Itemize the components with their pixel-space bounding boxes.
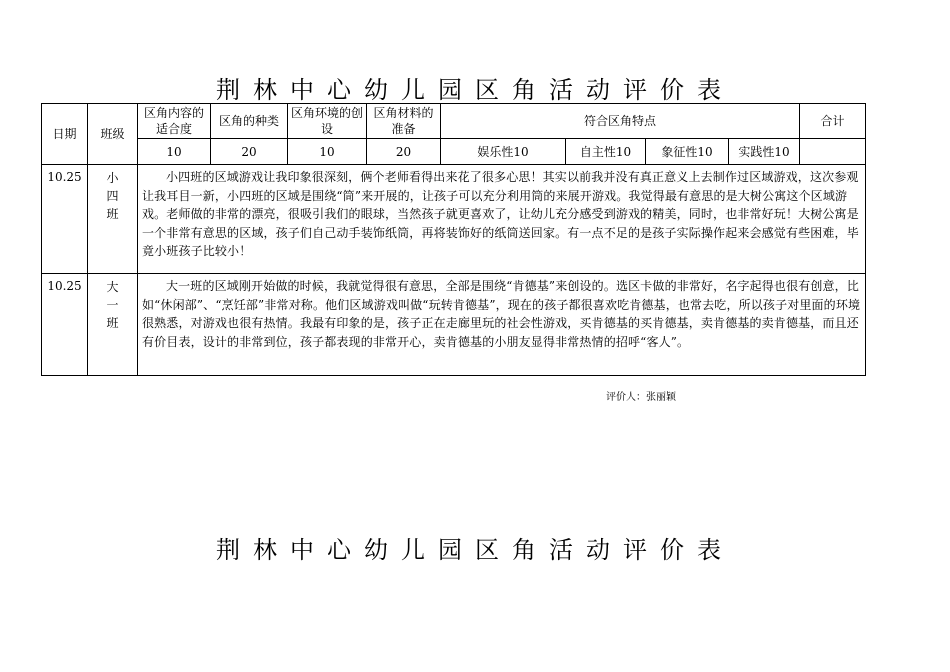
table-row [42, 165, 866, 274]
row-date: 10.25 [42, 165, 88, 274]
header-date: 日期 [42, 104, 88, 165]
page-title: 荆林中心幼儿园区角活动评价表 [216, 76, 734, 104]
row-class-char: 班 [106, 207, 119, 221]
score-symbolic: 象征性10 [646, 139, 729, 165]
score-fun: 娱乐性10 [441, 139, 566, 165]
score-total [800, 139, 866, 165]
header-environment: 区角环境的创设 [288, 104, 367, 139]
row-class-char: 大 [106, 280, 119, 294]
score-autonomy: 自主性10 [566, 139, 646, 165]
header-features: 符合区角特点 [441, 104, 800, 139]
header-row [42, 104, 866, 139]
header-type: 区角的种类 [211, 104, 288, 139]
row-comment: 小四班的区域游戏让我印象很深刻，俩个老师看得出来花了很多心思！其实以前我并没有真正意义上去制作过区域游戏，这次参观让我耳目一新，小四班的区域是围绕“筒”来开展的，让孩子可以充分利用筒的来展开游戏。我觉得最有意思的是大树公寓这个区域游戏。老师做的非常的漂亮，很吸引我们的眼球，当然孩子就更喜欢了，让幼儿充分感受到游戏的精美，同时，也非常好玩！大树公寓是一个非常有意思的区域，孩子们自己动手装饰纸筒，再将装饰好的纸筒送回家。有一点不足的是孩子实际操作起来会感觉有些困难，毕竟小班孩子比较小！ [138, 165, 866, 274]
table-row [42, 274, 866, 376]
row-date: 10.25 [42, 274, 88, 376]
row-class-char: 一 [106, 298, 119, 312]
evaluation-table [41, 103, 866, 376]
evaluator-signature: 评价人：张丽颖 [606, 392, 676, 403]
score-environment: 10 [288, 139, 367, 165]
header-class: 班级 [88, 104, 138, 165]
header-material: 区角材料的准备 [367, 104, 441, 139]
row-class-char: 四 [106, 189, 119, 203]
score-row [42, 139, 866, 165]
page-title-repeat: 荆林中心幼儿园区角活动评价表 [216, 536, 734, 564]
header-content: 区角内容的适合度 [138, 104, 211, 139]
row-class [88, 274, 138, 376]
row-comment: 大一班的区域刚开始做的时候，我就觉得很有意思，全部是围绕“肯德基”来创设的。选区卡做的非常好，名字起得也很有创意，比如“休闲部”、“烹饪部”非常对称。他们区域游戏叫做“玩转肯德基”，现在的孩子都很喜欢吃肯德基，也常去吃，所以孩子对里面的环境很熟悉，对游戏也很有热情。我最有印象的是，孩子正在走廊里玩的社会性游戏，买肯德基的买肯德基，卖肯德基的卖肯德基，而且还有价目表，设计的非常到位，孩子都表现的非常开心，卖肯德基的小朋友显得非常热情的招呼“客人”。 [138, 274, 866, 376]
row-class [88, 165, 138, 274]
score-material: 20 [367, 139, 441, 165]
score-content: 10 [138, 139, 211, 165]
row-class-char: 小 [106, 171, 119, 185]
row-class-char: 班 [106, 316, 119, 330]
score-type: 20 [211, 139, 288, 165]
score-practice: 实践性10 [729, 139, 800, 165]
header-total: 合计 [800, 104, 866, 139]
